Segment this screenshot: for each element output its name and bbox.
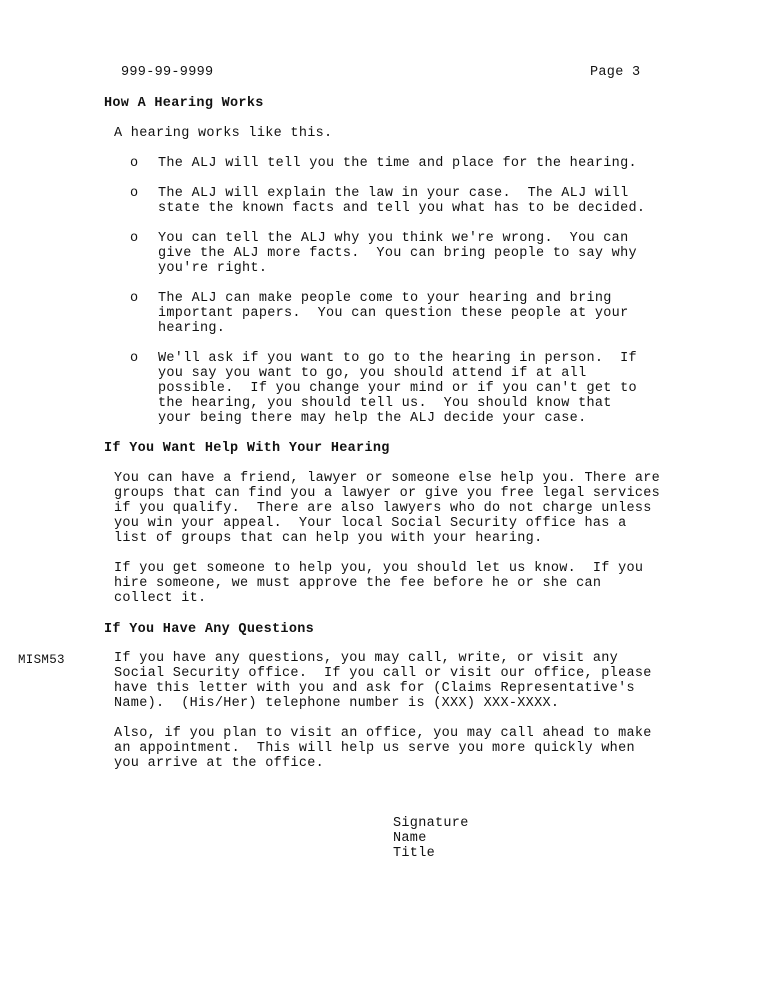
signature-line: Signature	[393, 816, 469, 831]
margin-code: MISM53	[18, 653, 65, 667]
paragraph-line: You can have a friend, lawyer or someone else help you. There are	[114, 471, 661, 486]
bullet-text-line: important papers. You can question these people at your	[158, 306, 629, 321]
heading-help-with-hearing: If You Want Help With Your Hearing	[104, 441, 390, 456]
paragraph-line: groups that can find you a lawyer or give you free legal services	[114, 486, 661, 501]
bullet-marker: o	[130, 231, 139, 246]
paragraph-line: Also, if you plan to visit an office, you may call ahead to make	[114, 726, 652, 741]
bullet-text-line: you say you want to go, you should attend if at all	[158, 366, 587, 381]
bullet-text-line: We'll ask if you want to go to the hearing in person. If	[158, 351, 637, 366]
page-number: Page 3	[590, 65, 641, 80]
bullet-text-line: The ALJ will explain the law in your case. The ALJ will	[158, 186, 629, 201]
intro-text: A hearing works like this.	[114, 126, 333, 141]
paragraph-line: you arrive at the office.	[114, 756, 325, 771]
paragraph-line: If you get someone to help you, you should let us know. If you	[114, 561, 644, 576]
bullet-text-line: your being there may help the ALJ decide your case.	[158, 411, 587, 426]
paragraph-line: If you have any questions, you may call, write, or visit any	[114, 651, 619, 666]
bullet-text-line: The ALJ will tell you the time and place for the hearing.	[158, 156, 637, 171]
paragraph-line: if you qualify. There are also lawyers who do not charge unless	[114, 501, 652, 516]
bullet-marker: o	[130, 291, 139, 306]
paragraph-line: have this letter with you and ask for (Claims Representative's	[114, 681, 635, 696]
bullet-marker: o	[130, 186, 139, 201]
heading-any-questions: If You Have Any Questions	[104, 622, 315, 637]
paragraph-line: list of groups that can help you with your hearing.	[114, 531, 543, 546]
bullet-text-line: hearing.	[158, 321, 226, 336]
bullet-text-line: The ALJ can make people come to your hearing and bring	[158, 291, 612, 306]
paragraph-line: hire someone, we must approve the fee before he or she can	[114, 576, 602, 591]
bullet-text-line: the hearing, you should tell us. You should know that	[158, 396, 612, 411]
paragraph-line: Name). (His/Her) telephone number is (XXX) XXX-XXXX.	[114, 696, 560, 711]
paragraph-line: an appointment. This will help us serve you more quickly when	[114, 741, 635, 756]
bullet-text-line: state the known facts and tell you what has to be decided.	[158, 201, 646, 216]
title-line: Title	[393, 846, 436, 861]
bullet-text-line: You can tell the ALJ why you think we're wrong. You can	[158, 231, 629, 246]
bullet-marker: o	[130, 351, 139, 366]
paragraph-line: collect it.	[114, 591, 207, 606]
ssn-header: 999-99-9999	[121, 65, 214, 80]
heading-how-hearing-works: How A Hearing Works	[104, 96, 264, 111]
bullet-marker: o	[130, 156, 139, 171]
bullet-text-line: you're right.	[158, 261, 268, 276]
name-line: Name	[393, 831, 427, 846]
paragraph-line: you win your appeal. Your local Social Security office has a	[114, 516, 627, 531]
bullet-text-line: give the ALJ more facts. You can bring people to say why	[158, 246, 637, 261]
bullet-text-line: possible. If you change your mind or if you can't get to	[158, 381, 637, 396]
paragraph-line: Social Security office. If you call or visit our office, please	[114, 666, 652, 681]
